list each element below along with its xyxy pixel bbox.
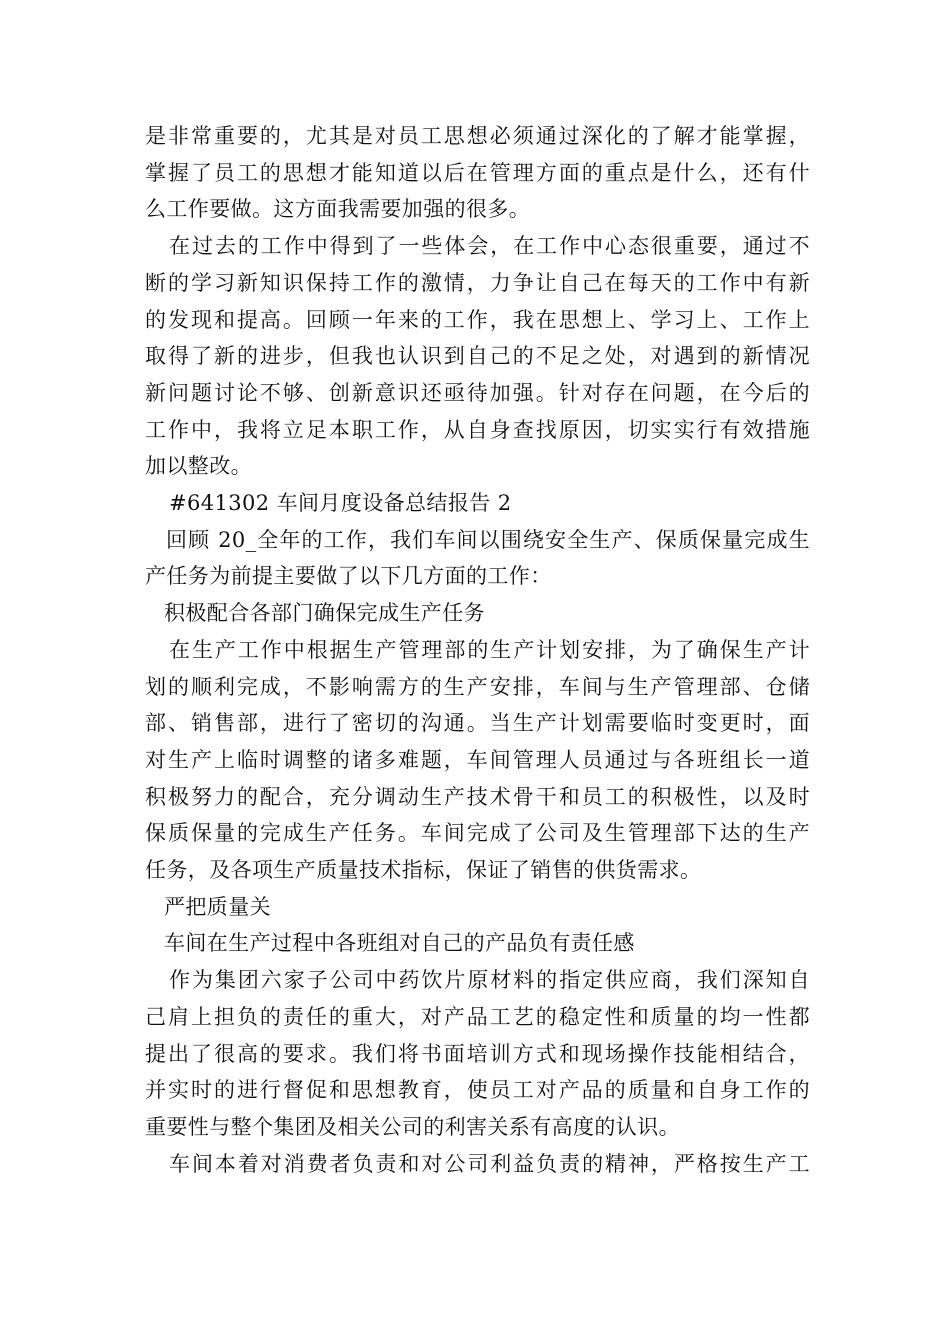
text-line: 任务，及各项生产质量技术指标，保证了销售的供货需求。 [145, 858, 702, 883]
text-line: 在过去的工作中得到了一些体会，在工作中心态很重要，通过不 [169, 234, 810, 259]
text-line: 车间本着对消费者负责和对公司利益负责的精神，严格按生产工 [169, 1151, 810, 1176]
text-line: 作为集团六家子公司中药饮片原材料的指定供应商，我们深知自 [169, 968, 810, 993]
text-line: 划的顺利完成，不影响需方的生产安排，车间与生产管理部、仓储 [145, 674, 810, 699]
document-body [145, 118, 810, 1182]
text-line: 加以整改。 [145, 454, 252, 479]
text-line: 在生产工作中根据生产管理部的生产计划安排，为了确保生产计 [169, 637, 810, 662]
text-line: 并实时的进行督促和思想教育，使员工对产品的质量和自身工作的 [145, 1078, 810, 1103]
text-line: 是非常重要的，尤其是对员工思想必须通过深化的了解才能掌握， [145, 124, 810, 148]
section-heading: 车间在生产过程中各班组对自己的产品负有责任感 [164, 931, 635, 956]
text-line: 保质保量的完成生产任务。车间完成了公司及生管理部下达的生产 [145, 821, 810, 846]
text-line: 部、销售部，进行了密切的沟通。当生产计划需要临时变更时，面 [145, 711, 810, 736]
section-heading: 积极配合各部门确保完成生产任务 [164, 601, 485, 626]
text-line: 对生产上临时调整的诸多难题，车间管理人员通过与各班组长一道 [145, 747, 810, 772]
text-line: 么工作要做。这方面我需要加强的很多。 [145, 197, 531, 222]
text-line: 掌握了员工的思想才能知道以后在管理方面的重点是什么，还有什 [145, 160, 810, 185]
text-line: 工作中，我将立足本职工作，从自身查找原因，切实实行有效措施 [145, 417, 810, 442]
text-line: 新问题讨论不够、创新意识还亟待加强。针对存在问题，在今后的 [145, 380, 810, 405]
text-line: 的发现和提高。回顾一年来的工作，我在思想上、学习上、工作上 [145, 307, 810, 332]
section-heading: 严把质量关 [164, 894, 271, 919]
text-line: 产任务为前提主要做了以下几方面的工作： [145, 564, 552, 589]
text-line: 提出了很高的要求。我们将书面培训方式和现场操作技能相结合， [145, 1041, 810, 1066]
section-heading: #641302 车间月度设备总结报告 2 [169, 491, 512, 516]
text-line: 己肩上担负的责任的重大，对产品工艺的稳定性和质量的均一性都 [145, 1004, 810, 1029]
text-line: 重要性与整个集团及相关公司的利害关系有高度的认识。 [145, 1114, 680, 1139]
text-line: 取得了新的进步，但我也认识到自己的不足之处，对遇到的新情况 [145, 344, 810, 369]
text-line: 积极努力的配合，充分调动生产技术骨干和员工的积极性，以及时 [145, 784, 810, 809]
text-line: 回顾 20_全年的工作，我们车间以围绕安全生产、保质保量完成生 [166, 527, 810, 552]
text-line: 断的学习新知识保持工作的激情，力争让自己在每天的工作中有新 [145, 270, 810, 295]
